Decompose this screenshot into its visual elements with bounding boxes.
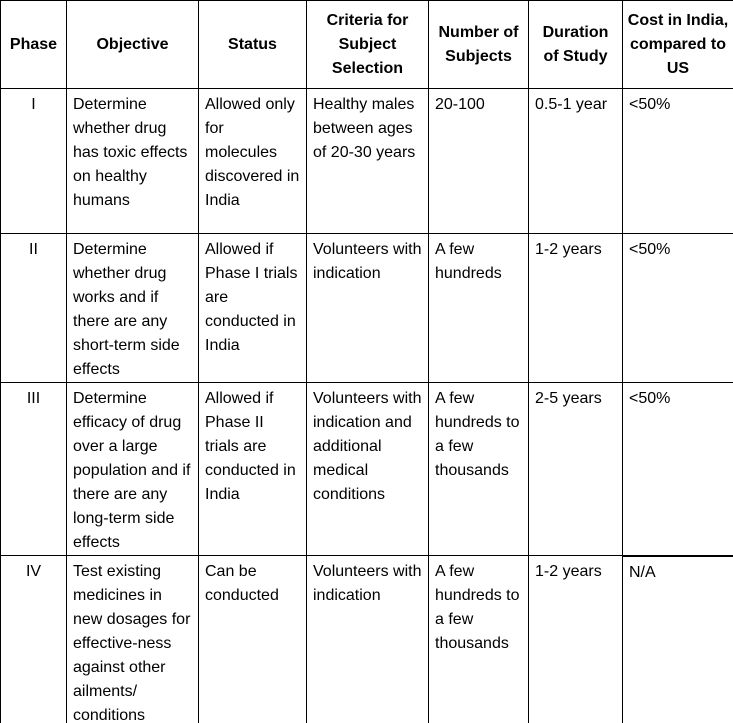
- duration-cell: 1-2 years: [529, 556, 623, 723]
- criteria-cell: Volunteers with indication: [307, 234, 429, 383]
- subjects-cell: A few hundreds to a few thousands: [429, 556, 529, 723]
- phase-cell: I: [1, 89, 67, 234]
- table-row: [1, 556, 733, 723]
- phase-cell: II: [1, 234, 67, 383]
- header-row: [1, 1, 733, 89]
- objective-cell: Determine efficacy of drug over a large population and if there are any long-term side effects: [67, 383, 199, 556]
- header-phase: Phase: [1, 1, 67, 89]
- table-row: [1, 234, 733, 383]
- cost-cell: <50%: [623, 383, 733, 556]
- subjects-cell: 20-100: [429, 89, 529, 234]
- objective-cell: Determine whether drug has toxic effects on healthy humans: [67, 89, 199, 234]
- phase-cell: III: [1, 383, 67, 556]
- header-duration: Duration of Study: [529, 1, 623, 89]
- header-objective: Objective: [67, 1, 199, 89]
- cost-cell: <50%: [623, 234, 733, 383]
- table-row: [1, 383, 733, 556]
- cost-cell: <50%: [623, 89, 733, 234]
- duration-cell: 1-2 years: [529, 234, 623, 383]
- objective-cell: Determine whether drug works and if there are any short-term side effects: [67, 234, 199, 383]
- subjects-cell: A few hundreds to a few thousands: [429, 383, 529, 556]
- duration-cell: 0.5-1 year: [529, 89, 623, 234]
- objective-cell: Test existing medicines in new dosages for effective-ness against other ailments/ conditions: [67, 556, 199, 723]
- phase-cell: IV: [1, 556, 67, 723]
- cost-cell: N/A: [623, 556, 733, 723]
- criteria-cell: Healthy males between ages of 20-30 years: [307, 89, 429, 234]
- duration-cell: 2-5 years: [529, 383, 623, 556]
- status-cell: Allowed only for molecules discovered in India: [199, 89, 307, 234]
- criteria-cell: Volunteers with indication and additional medical conditions: [307, 383, 429, 556]
- header-status: Status: [199, 1, 307, 89]
- status-cell: Allowed if Phase I trials are conducted in India: [199, 234, 307, 383]
- header-cost: Cost in India, compared to US: [623, 1, 733, 89]
- status-cell: Allowed if Phase II trials are conducted in India: [199, 383, 307, 556]
- criteria-cell: Volunteers with indication: [307, 556, 429, 723]
- header-number-of-subjects: Number of Subjects: [429, 1, 529, 89]
- table-row: [1, 89, 733, 234]
- status-cell: Can be conducted: [199, 556, 307, 723]
- subjects-cell: A few hundreds: [429, 234, 529, 383]
- header-criteria: Criteria for Subject Selection: [307, 1, 429, 89]
